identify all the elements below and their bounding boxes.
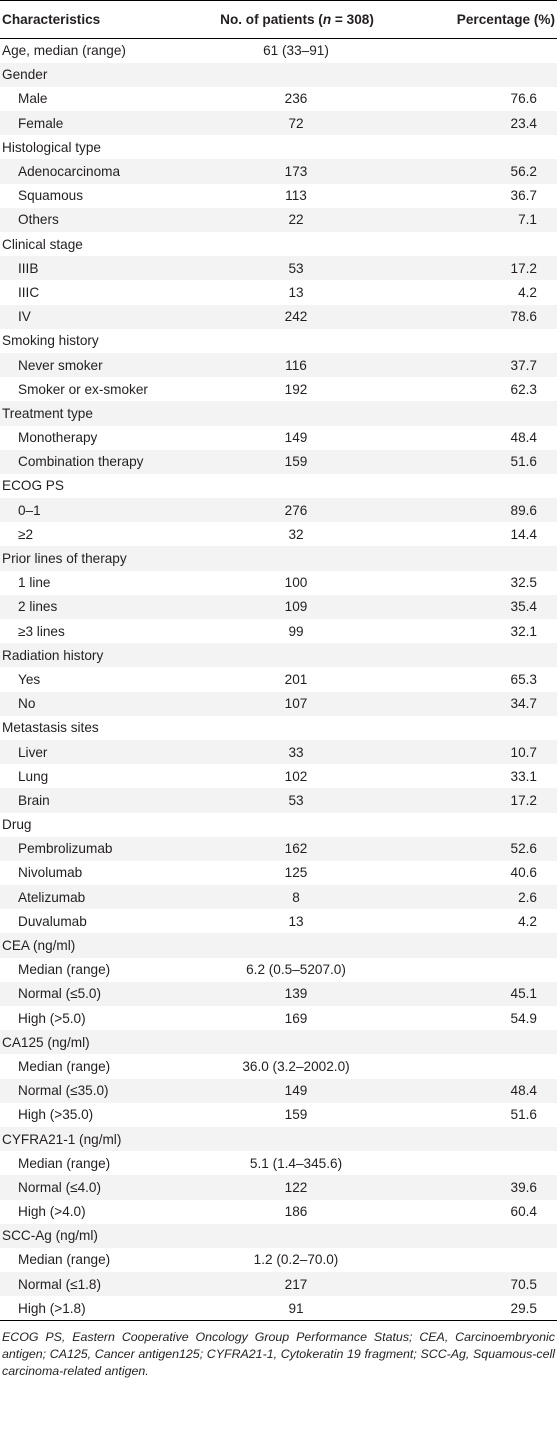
table-row (0, 329, 557, 353)
row-percentage: 89.6 (510, 502, 537, 518)
row-patient-count (196, 643, 396, 667)
table-row (0, 788, 557, 812)
row-percentage: 7.1 (518, 212, 537, 228)
row-patient-count (196, 813, 396, 837)
table-row (0, 958, 557, 982)
row-percentage: 14.4 (510, 526, 537, 542)
table-row (0, 1151, 557, 1175)
table-row (0, 619, 557, 643)
table-row (0, 1272, 557, 1296)
row-category: Clinical stage (2, 236, 83, 252)
row-sublabel: High (>5.0) (18, 1010, 86, 1026)
row-percentage: 17.2 (510, 792, 537, 808)
row-patient-count: 276 (284, 502, 308, 518)
table-row (0, 1224, 557, 1248)
table-row (0, 885, 557, 909)
row-sublabel: Normal (≤35.0) (18, 1083, 109, 1099)
row-category: Age, median (range) (2, 43, 126, 59)
row-sublabel: High (>35.0) (18, 1107, 94, 1123)
row-patient-count: 100 (284, 575, 308, 591)
table-row (0, 740, 557, 764)
row-patient-count: 122 (284, 1179, 308, 1195)
row-patient-count: 13 (288, 284, 304, 300)
row-percentage (396, 1127, 557, 1151)
table-footnote: ECOG PS, Eastern Cooperative Oncology Group Performance Status; CEA, Carcinoembryonic antigen; CA125, Cancer antigen125; CYFRA21-1, Cytokeratin 19 fragment; SCC-Ag, Squamous-cell carcinoma-related antigen. (2, 1329, 555, 1378)
row-sublabel: High (>4.0) (18, 1204, 86, 1220)
row-percentage (396, 232, 557, 256)
row-patient-count (196, 933, 396, 957)
row-percentage (396, 39, 557, 63)
row-patient-count: 99 (288, 623, 304, 639)
row-category: Prior lines of therapy (2, 551, 127, 567)
table-row (0, 256, 557, 280)
row-percentage (396, 716, 557, 740)
row-percentage (396, 1248, 557, 1272)
row-percentage: 65.3 (510, 671, 537, 687)
row-patient-count: 201 (284, 671, 308, 687)
row-sublabel: Squamous (18, 188, 83, 204)
row-sublabel: Adenocarcinoma (18, 164, 121, 180)
row-percentage (396, 63, 557, 87)
row-sublabel: Smoker or ex-smoker (18, 381, 148, 397)
table-row (0, 837, 557, 861)
row-sublabel: 0–1 (18, 502, 41, 518)
row-percentage (396, 643, 557, 667)
row-percentage (396, 474, 557, 498)
row-percentage: 2.6 (518, 889, 537, 905)
table-row (0, 1054, 557, 1078)
row-patient-count: 192 (284, 381, 308, 397)
row-sublabel: IIIC (18, 284, 40, 300)
row-sublabel: ≥2 (18, 526, 34, 542)
row-patient-count: 36.0 (3.2–2002.0) (242, 1058, 350, 1074)
row-percentage: 51.6 (510, 454, 537, 470)
row-patient-count: 109 (284, 599, 308, 615)
table-row (0, 498, 557, 522)
row-sublabel: Others (18, 212, 59, 228)
row-percentage (396, 958, 557, 982)
row-percentage: 17.2 (510, 260, 537, 276)
row-sublabel: Median (range) (18, 1058, 111, 1074)
row-percentage (396, 135, 557, 159)
row-patient-count: 6.2 (0.5–5207.0) (246, 962, 346, 978)
header-patients-prefix: No. of patients ( (220, 12, 323, 27)
row-patient-count: 53 (288, 792, 304, 808)
row-category: Metastasis sites (2, 720, 99, 736)
row-category: Radiation history (2, 647, 104, 663)
header-patients (196, 1, 396, 39)
table-row (0, 716, 557, 740)
table-row (0, 305, 557, 329)
row-patient-count: 169 (284, 1010, 308, 1026)
row-patient-count: 186 (284, 1204, 308, 1220)
table-row (0, 982, 557, 1006)
row-sublabel: Lung (18, 768, 49, 784)
row-percentage: 32.5 (510, 575, 537, 591)
row-percentage: 62.3 (510, 381, 537, 397)
row-patient-count: 53 (288, 260, 304, 276)
row-percentage: 52.6 (510, 841, 537, 857)
header-patients-n: n (322, 12, 332, 27)
table-row (0, 643, 557, 667)
row-percentage (396, 1030, 557, 1054)
table-row (0, 1079, 557, 1103)
table-row (0, 1200, 557, 1224)
row-percentage (396, 1151, 557, 1175)
row-category: CEA (ng/ml) (2, 938, 76, 954)
row-sublabel: Median (range) (18, 962, 111, 978)
row-category: CYFRA21-1 (ng/ml) (2, 1131, 122, 1147)
row-percentage: 37.7 (510, 357, 537, 373)
row-patient-count: 236 (284, 91, 308, 107)
row-sublabel: IV (18, 309, 31, 325)
row-percentage: 4.2 (518, 913, 537, 929)
row-patient-count: 149 (284, 1083, 308, 1099)
row-sublabel: Combination therapy (18, 454, 144, 470)
row-category: Treatment type (2, 405, 93, 421)
row-percentage: 10.7 (510, 744, 537, 760)
row-percentage (396, 546, 557, 570)
row-percentage: 54.9 (510, 1010, 537, 1026)
row-sublabel: Never smoker (18, 357, 103, 373)
row-sublabel: ≥3 lines (18, 623, 65, 639)
row-sublabel: Yes (18, 671, 41, 687)
row-patient-count: 139 (284, 986, 308, 1002)
table-row (0, 450, 557, 474)
row-patient-count (196, 1127, 396, 1151)
row-patient-count: 159 (284, 454, 308, 470)
table-row (0, 933, 557, 957)
row-sublabel: Female (18, 115, 64, 131)
row-patient-count (196, 474, 396, 498)
row-patient-count (196, 329, 396, 353)
row-patient-count: 91 (196, 1296, 396, 1320)
row-percentage: 34.7 (510, 696, 537, 712)
header-patients-suffix: = 308) (331, 12, 374, 27)
row-sublabel: High (>1.8) (0, 1296, 196, 1320)
table-row (0, 353, 557, 377)
row-percentage (396, 1224, 557, 1248)
table-row (0, 1103, 557, 1127)
row-sublabel: Liver (18, 744, 48, 760)
row-percentage (396, 933, 557, 957)
row-patient-count: 13 (288, 913, 304, 929)
row-patient-count (196, 716, 396, 740)
row-sublabel: IIIB (18, 260, 39, 276)
table-row (0, 1030, 557, 1054)
table-row (0, 87, 557, 111)
row-percentage (396, 1054, 557, 1078)
table-row (0, 1006, 557, 1030)
header-percentage: Percentage (%) (396, 1, 557, 39)
table-row (0, 1127, 557, 1151)
row-category: CA125 (ng/ml) (2, 1034, 90, 1050)
row-patient-count: 102 (284, 768, 308, 784)
row-patient-count: 1.2 (0.2–70.0) (253, 1252, 339, 1268)
row-sublabel: Brain (18, 792, 50, 808)
row-sublabel: 2 lines (18, 599, 58, 615)
row-patient-count (196, 63, 396, 87)
row-sublabel: Normal (≤1.8) (18, 1276, 101, 1292)
row-percentage: 40.6 (510, 865, 537, 881)
row-patient-count: 5.1 (1.4–345.6) (249, 1155, 343, 1171)
row-patient-count: 113 (285, 188, 307, 204)
row-patient-count (196, 1224, 396, 1248)
row-percentage: 76.6 (510, 91, 537, 107)
row-percentage: 36.7 (510, 188, 537, 204)
row-patient-count: 217 (284, 1276, 308, 1292)
table-row (0, 232, 557, 256)
row-percentage: 51.6 (510, 1107, 537, 1123)
row-patient-count (196, 232, 396, 256)
row-percentage: 70.5 (510, 1276, 537, 1292)
row-patient-count: 162 (284, 841, 308, 857)
row-patient-count: 159 (284, 1107, 308, 1123)
row-percentage (396, 329, 557, 353)
row-percentage: 56.2 (510, 164, 537, 180)
table-row (0, 63, 557, 87)
row-category: Gender (2, 67, 48, 83)
row-patient-count: 242 (284, 309, 308, 325)
row-percentage: 39.6 (510, 1179, 537, 1195)
table-row (0, 208, 557, 232)
row-patient-count: 61 (33–91) (263, 43, 329, 59)
table-row (0, 667, 557, 691)
table-row (0, 1175, 557, 1199)
row-sublabel: Normal (≤5.0) (18, 986, 101, 1002)
row-sublabel: Median (range) (18, 1252, 111, 1268)
table-row (0, 184, 557, 208)
table-body (0, 39, 557, 1321)
row-percentage: 32.1 (510, 623, 537, 639)
table-row (0, 401, 557, 425)
row-patient-count: 125 (284, 865, 308, 881)
row-category: Smoking history (2, 333, 99, 349)
row-patient-count: 107 (284, 696, 308, 712)
table-row (0, 813, 557, 837)
row-percentage: 29.5 (396, 1296, 557, 1320)
row-percentage (396, 813, 557, 837)
table-row (0, 39, 557, 63)
row-patient-count: 32 (288, 526, 304, 542)
row-patient-count (196, 401, 396, 425)
row-sublabel: 1 line (18, 575, 51, 591)
row-patient-count: 33 (288, 744, 304, 760)
header-characteristics: Characteristics (0, 1, 196, 39)
row-patient-count: 22 (288, 212, 304, 228)
row-patient-count: 8 (292, 889, 300, 905)
table-row (0, 861, 557, 885)
table-row (0, 135, 557, 159)
row-percentage: 48.4 (510, 430, 537, 446)
row-patient-count: 173 (284, 164, 308, 180)
row-category: ECOG PS (2, 478, 64, 494)
table-row (0, 764, 557, 788)
row-percentage: 78.6 (510, 309, 537, 325)
row-percentage: 45.1 (510, 986, 537, 1002)
table-row (0, 909, 557, 933)
table-row (0, 111, 557, 135)
row-percentage: 48.4 (510, 1083, 537, 1099)
row-sublabel: Male (18, 91, 48, 107)
row-patient-count: 72 (288, 115, 304, 131)
row-percentage: 23.4 (510, 115, 537, 131)
table-row (0, 426, 557, 450)
row-percentage: 60.4 (510, 1204, 537, 1220)
row-sublabel: Atelizumab (18, 889, 86, 905)
table-row (0, 595, 557, 619)
row-sublabel: Normal (≤4.0) (18, 1179, 101, 1195)
row-patient-count (196, 546, 396, 570)
table-row (0, 280, 557, 304)
row-patient-count: 149 (284, 430, 308, 446)
table-row (0, 522, 557, 546)
table-header-row (0, 1, 557, 39)
table-row (0, 474, 557, 498)
row-patient-count: 116 (285, 357, 307, 373)
row-sublabel: Monotherapy (18, 430, 98, 446)
table-row (0, 159, 557, 183)
table-row (0, 546, 557, 570)
row-category: Drug (2, 817, 32, 833)
table-row (0, 1248, 557, 1272)
row-sublabel: No (18, 696, 36, 712)
row-sublabel: Nivolumab (18, 865, 83, 881)
row-sublabel: Pembrolizumab (18, 841, 113, 857)
row-sublabel: Median (range) (18, 1155, 111, 1171)
table-row (0, 1296, 557, 1320)
row-sublabel: Duvalumab (18, 913, 87, 929)
row-percentage (396, 401, 557, 425)
row-percentage: 4.2 (518, 284, 537, 300)
table-row (0, 571, 557, 595)
row-patient-count (196, 135, 396, 159)
row-patient-count (196, 1030, 396, 1054)
row-percentage: 33.1 (510, 768, 537, 784)
row-category: Histological type (2, 139, 101, 155)
table-row (0, 377, 557, 401)
table-row (0, 692, 557, 716)
row-percentage: 35.4 (510, 599, 537, 615)
row-category: SCC-Ag (ng/ml) (2, 1228, 98, 1244)
